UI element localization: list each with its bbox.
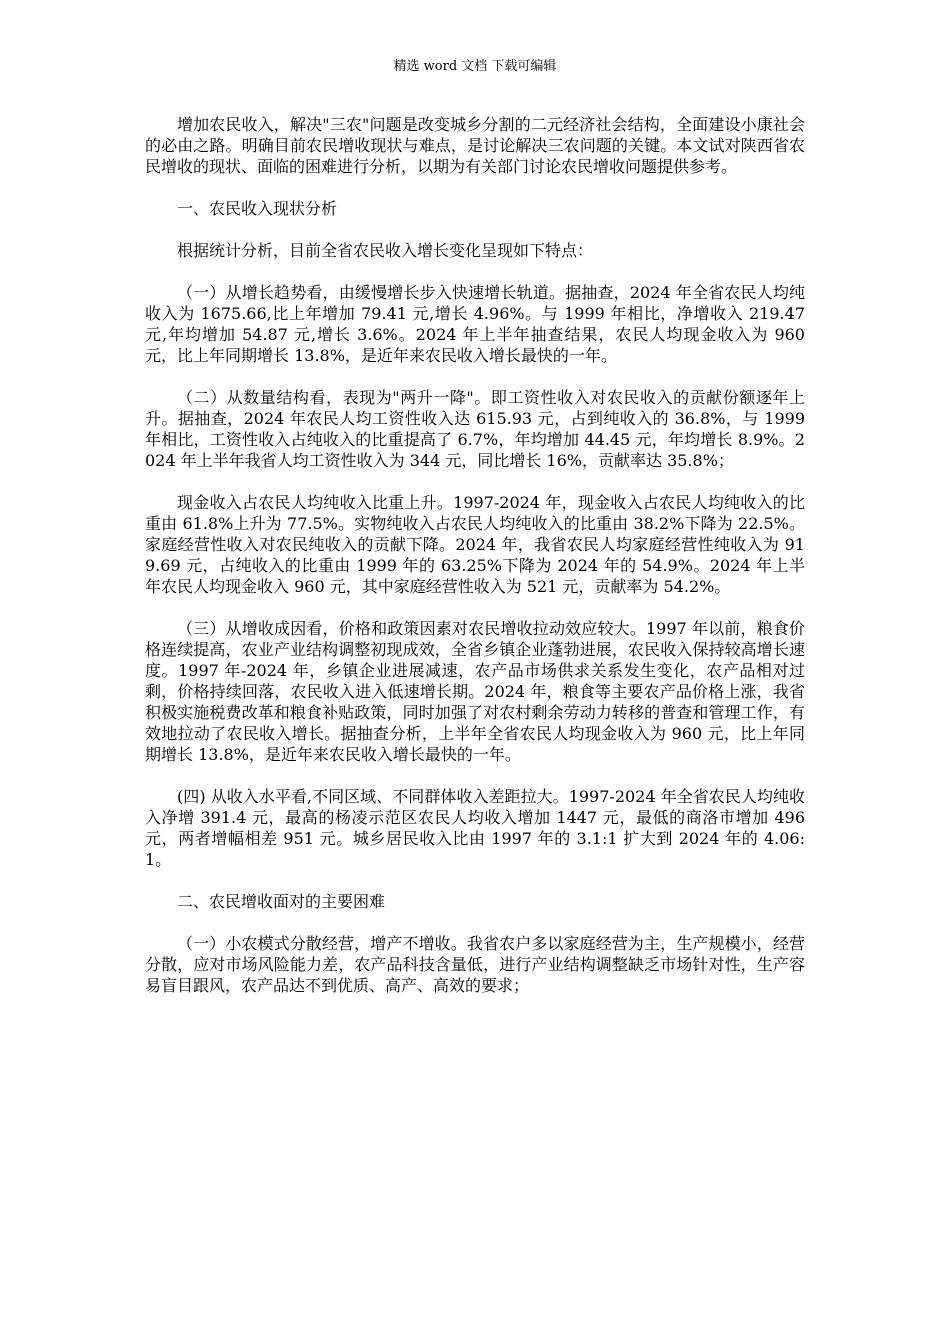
document-body bbox=[145, 114, 805, 1017]
page-header: 精选 word 文档 下载可编辑 bbox=[393, 59, 557, 74]
difficulty-1-paragraph: （一）小农模式分散经营，增产不增收。我省农户多以家庭经营为主，生产规模小，经营分散，应对市场风险能力差，农产品科技含量低，进行产业结构调整缺乏市场针对性，生产容易盲目跟风，农产品达不到优质、高产、高效的要求； bbox=[145, 934, 805, 995]
intro-paragraph: 增加农民收入，解决"三农"问题是改变城乡分割的二元经济社会结构，全面建设小康社会的必由之路。明确目前农民增收现状与难点，是讨论解决三农问题的关键。本文试对陕西省农民增收的现状、面临的困难进行分析，以期为有关部门讨论农民增收问题提供参考。 bbox=[145, 115, 805, 176]
point-2-continued-paragraph: 现金收入占农民人均纯收入比重上升。1997-2024 年，现金收入占农民人均纯收入的比重由 61.8%上升为 77.5%。实物纯收入占农民人均纯收入的比重由 38.2%下降为 22.5%。家庭经营性收入对农民纯收入的贡献下降。2024 年，我省农民人均家庭经营性纯收入为 919.69 元，占纯收入的比重由 1999 年的 63.25%下降为 2024 年的 54.9%。2024 年上半年农民人均现金收入 960 元，其中家庭经营性收入为 521 元，贡献率为 54.2%。 bbox=[145, 493, 805, 596]
point-3-paragraph: （三）从增收成因看，价格和政策因素对农民增收拉动效应较大。1997 年以前，粮食价格连续提高，农业产业结构调整初现成效，全省乡镇企业蓬勃进展，农民收入保持较高增长速度。1997 年-2024 年，乡镇企业进展减速，农产品市场供求关系发生变化，农产品相对过剩，价格持续回落，农民收入进入低速增长期。2024 年，粮食等主要农产品价格上涨，我省积极实施税费改革和粮食补贴政策，同时加强了对农村剩余劳动力转移的普查和管理工作，有效地拉动了农民收入增长。据抽查分析，上半年全省农民人均现金收入为 960 元，比上年同期增长 13.8%，是近年来农民收入增长最快的一年。 bbox=[145, 619, 805, 764]
point-1-paragraph: （一）从增长趋势看，由缓慢增长步入快速增长轨道。据抽查，2024 年全省农民人均纯收入为 1675.66,比上年增加 79.41 元,增长 4.96%。与 1999 年相比，净增收入 219.47 元,年均增加 54.87 元,增长 3.6%。2024 年上半年抽查结果，农民人均现金收入为 960 元，比上年同期增长 13.8%，是近年来农民收入增长最快的一年。 bbox=[145, 283, 805, 365]
point-2-paragraph: （二）从数量结构看，表现为"两升一降"。即工资性收入对农民收入的贡献份额逐年上升。据抽查，2024 年农民人均工资性收入达 615.93 元，占到纯收入的 36.8%，与 1999 年相比，工资性收入占纯收入的比重提高了 6.7%，年均增加 44.45 元，年均增长 8.9%。2024 年上半年我省人均工资性收入为 344 元，同比增长 16%，贡献率达 35.8%； bbox=[145, 388, 805, 470]
section-heading-2: 二、农民增收面对的主要困难 bbox=[177, 892, 386, 911]
section-1-lead-paragraph: 根据统计分析，目前全省农民收入增长变化呈现如下特点： bbox=[177, 241, 594, 260]
point-4-paragraph: (四) 从收入水平看,不同区域、不同群体收入差距拉大。1997-2024 年全省农民人均纯收入净增 391.4 元，最高的杨凌示范区农民人均收入增加 1447 元，最低的商洛市增加 496 元，两者增幅相差 951 元。城乡居民收入比由 1997 年的 3.1:1 扩大到 2024 年的 4.06:1。 bbox=[145, 787, 805, 869]
section-heading-1: 一、农民收入现状分析 bbox=[177, 199, 338, 218]
